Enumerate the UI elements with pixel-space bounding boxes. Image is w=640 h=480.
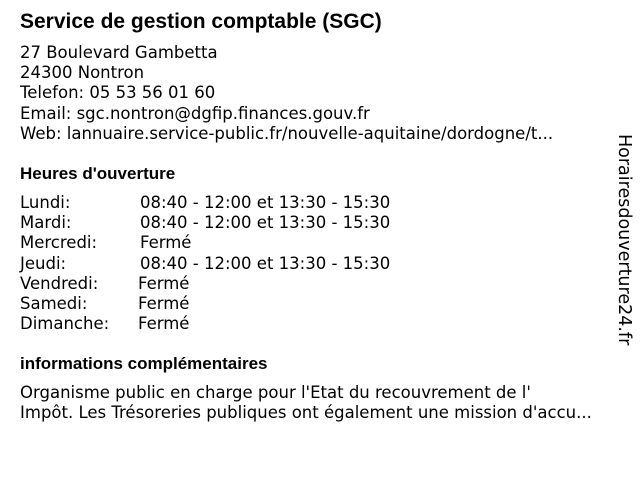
day-hours: Fermé [138,273,190,293]
day-hours: 08:40 - 12:00 et 13:30 - 15:30 [140,213,391,233]
day-label: Lundi: [20,193,71,212]
day-hours: Fermé [138,293,190,313]
contact-block [20,43,553,144]
day-label: Samedi: [20,293,88,313]
additional-info-text [20,383,592,423]
email-address: Email: sgc.nontron@dgfip.finances.gouv.fr [20,103,370,123]
address-street: 27 Boulevard Gambetta [20,43,218,62]
day-label: Dimanche: [20,314,110,334]
day-hours: Fermé [138,314,190,334]
info-line: Impôt. Les Trésoreries publiques ont également une mission d'accu... [20,403,592,423]
opening-hours-heading: Heures d'ouverture [20,164,176,183]
additional-info-heading: informations complémentaires [20,354,268,373]
site-watermark: Horairesdouverture24.fr [614,134,634,346]
day-label: Mardi: [20,213,72,233]
day-hours: 08:40 - 12:00 et 13:30 - 15:30 [140,253,391,273]
day-label: Vendredi: [20,273,99,293]
day-hours: Fermé [140,233,192,253]
day-hours: 08:40 - 12:00 et 13:30 - 15:30 [140,193,391,212]
website-link: Web: lannuaire.service-public.fr/nouvelle-aquitaine/dordogne/t... [20,123,554,143]
day-label: Mercredi: [20,233,98,253]
address-city: 24300 Nontron [20,63,145,83]
page-title: Service de gestion comptable (SGC) [20,10,382,33]
phone-number: Telefon: 05 53 56 01 60 [20,83,216,103]
day-label: Jeudi: [20,253,67,273]
info-line: Organisme public en charge pour l'Etat du recouvrement de l' [20,383,531,402]
